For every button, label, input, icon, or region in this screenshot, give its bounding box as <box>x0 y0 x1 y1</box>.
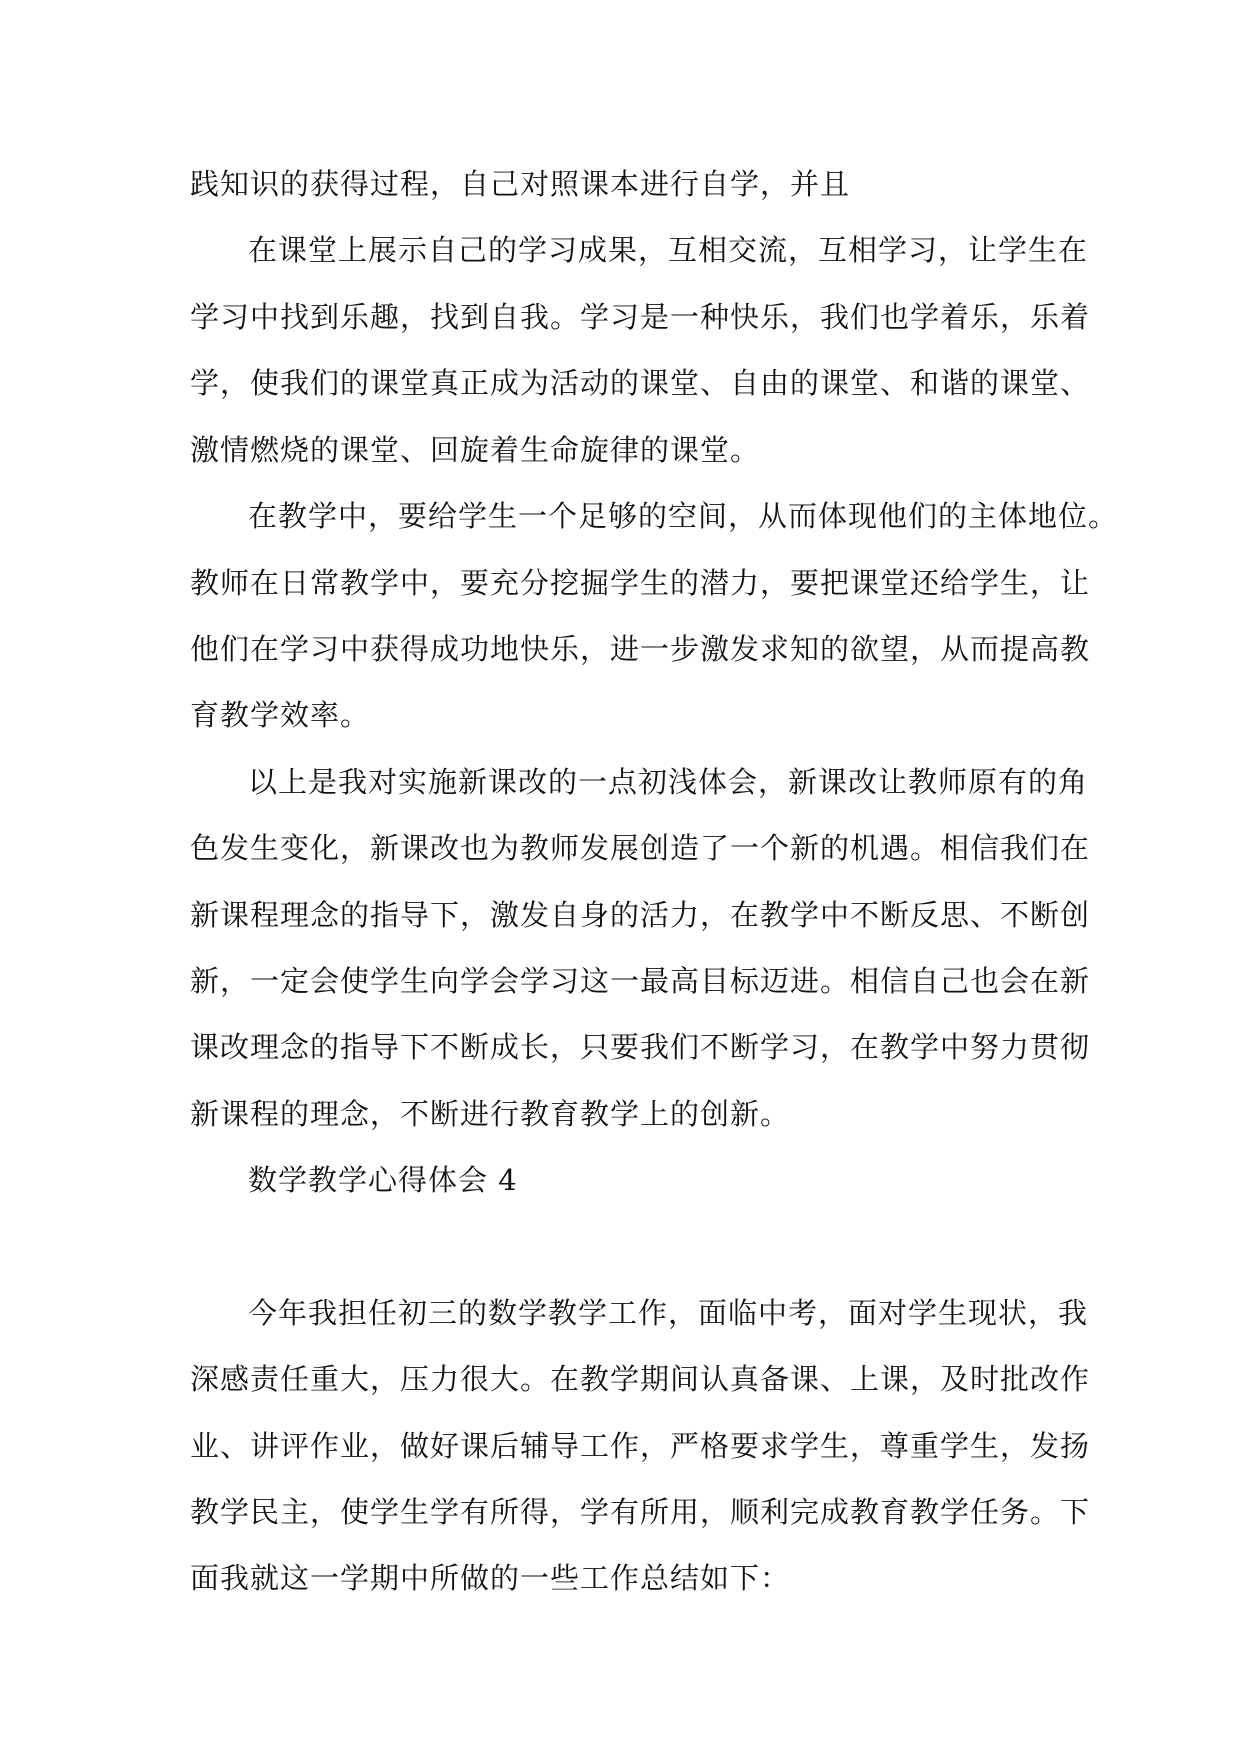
paragraph-first-line: 今年我担任初三的数学教学工作，面临中考，面对学生现状，我 <box>248 1296 1089 1330</box>
text-line: 他们在学习中获得成功地快乐，进一步激发求知的欲望，从而提高教 <box>190 632 1091 666</box>
text-line: 践知识的获得过程，自己对照课本进行自学，并且 <box>190 167 851 201</box>
text-line: 色发生变化，新课改也为教师发展创造了一个新的机遇。相信我们在 <box>190 831 1091 865</box>
text-line: 深感责任重大，压力很大。在教学期间认真备课、上课，及时批改作 <box>190 1362 1091 1396</box>
text-line: 教学民主，使学生学有所得，学有所用，顺利完成教育教学任务。下 <box>190 1495 1091 1529</box>
text-line: 新课程的理念，不断进行教育教学上的创新。 <box>190 1097 791 1131</box>
text-line: 教师在日常教学中，要充分挖掘学生的潜力，要把课堂还给学生，让 <box>190 566 1091 600</box>
paragraph-first-line: 以上是我对实施新课改的一点初浅体会，新课改让教师原有的角 <box>248 765 1089 799</box>
text-line: 新，一定会使学生向学会学习这一最高目标迈进。相信自己也会在新 <box>190 964 1091 998</box>
text-line: 课改理念的指导下不断成长，只要我们不断学习，在教学中努力贯彻 <box>190 1030 1091 1064</box>
text-line: 育教学效率。 <box>190 698 371 732</box>
text-line: 新课程理念的指导下，激发自身的活力，在教学中不断反思、不断创 <box>190 898 1091 932</box>
paragraph-first-line: 在课堂上展示自己的学习成果，互相交流，互相学习，让学生在 <box>248 233 1089 267</box>
section-heading: 数学教学心得体会 4 <box>248 1163 518 1197</box>
text-line: 面我就这一学期中所做的一些工作总结如下： <box>190 1561 791 1595</box>
paragraph-first-line: 在教学中，要给学生一个足够的空间，从而体现他们的主体地位。 <box>248 499 1119 533</box>
text-line: 学，使我们的课堂真正成为活动的课堂、自由的课堂、和谐的课堂、 <box>190 366 1091 400</box>
text-line: 学习中找到乐趣，找到自我。学习是一种快乐，我们也学着乐，乐着 <box>190 300 1091 334</box>
text-line: 激情燃烧的课堂、回旋着生命旋律的课堂。 <box>190 433 761 467</box>
text-line: 业、讲评作业，做好课后辅导工作，严格要求学生，尊重学生，发扬 <box>190 1429 1091 1463</box>
